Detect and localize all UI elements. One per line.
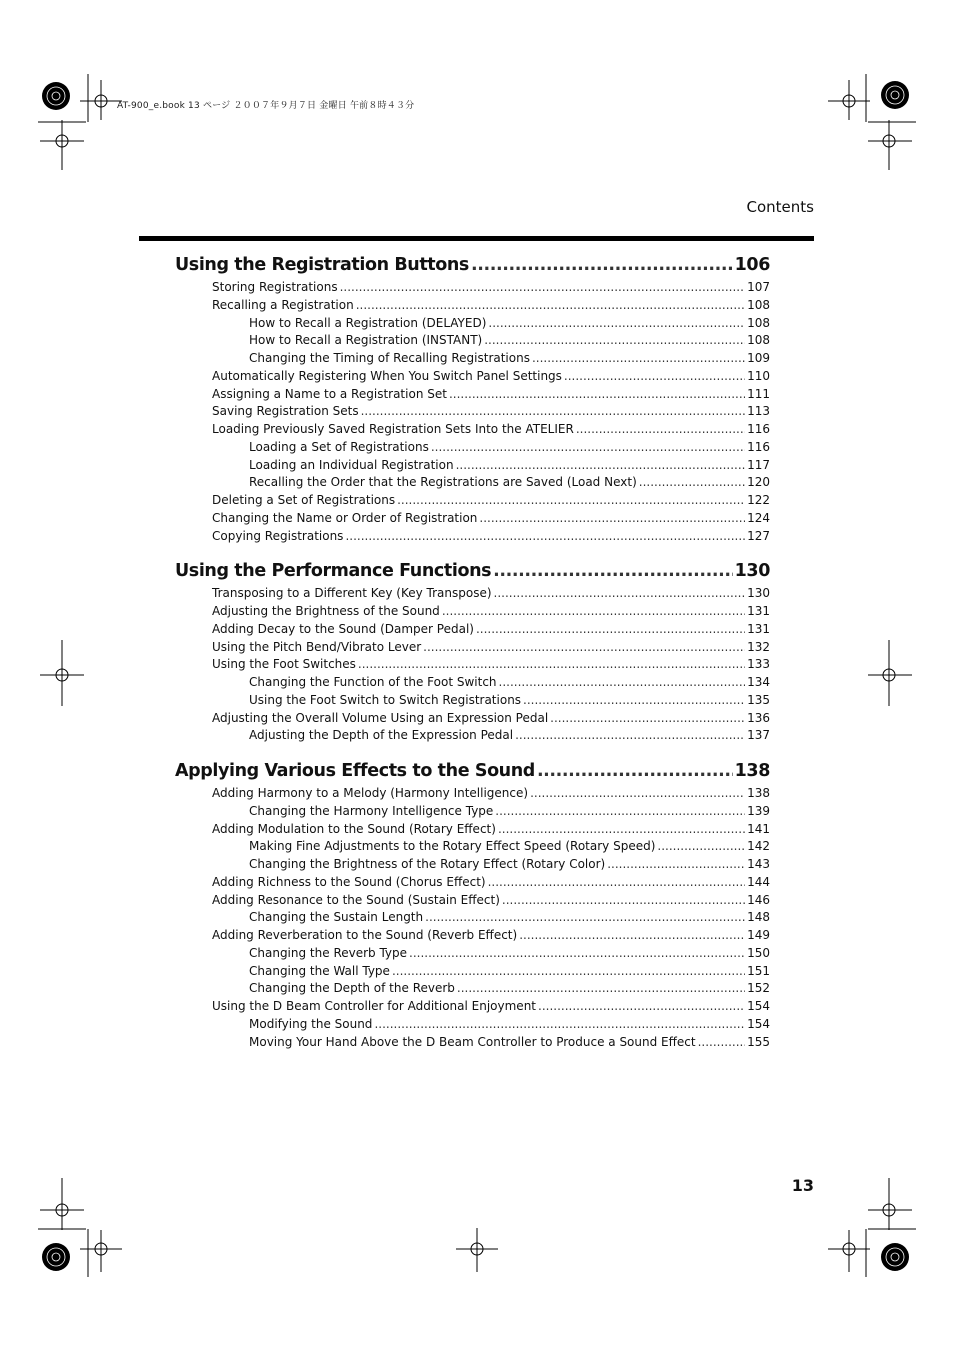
toc-entry-title: Modifying the Sound xyxy=(249,1016,373,1031)
dot-leader xyxy=(358,656,745,674)
toc-entry-page: 146 xyxy=(747,892,770,907)
toc-entry-page: 152 xyxy=(747,981,770,996)
toc-entry[interactable] xyxy=(175,528,770,546)
toc-entry-title: Changing the Timing of Recalling Registrations xyxy=(249,351,530,365)
toc-entry-page: 154 xyxy=(747,1016,770,1031)
toc-entry-title: Saving Registration Sets xyxy=(212,404,359,419)
toc-entry[interactable] xyxy=(175,909,770,927)
toc-entry-title: Changing the Wall Type xyxy=(249,963,390,978)
toc-section-title: Using the Performance Functions xyxy=(175,561,492,582)
toc-entry-page: 130 xyxy=(747,586,770,601)
toc-entry-page: 131 xyxy=(747,621,770,636)
table-of-contents xyxy=(175,251,770,1063)
toc-entry[interactable] xyxy=(175,1034,770,1052)
toc-entry-title: Adding Harmony to a Melody (Harmony Intelligence) xyxy=(212,786,529,800)
dot-leader xyxy=(639,474,745,492)
page-number: 13 xyxy=(791,1176,814,1195)
toc-entry-title: Loading a Set of Registrations xyxy=(249,439,429,454)
toc-entry[interactable] xyxy=(175,639,770,657)
toc-entry[interactable] xyxy=(175,727,770,745)
running-title: Contents xyxy=(746,198,814,216)
toc-section xyxy=(175,557,770,745)
toc-entry-title: Adjusting the Overall Volume Using an Expression Pedal xyxy=(212,710,549,725)
dot-leader xyxy=(457,980,745,998)
dot-leader xyxy=(425,909,745,927)
toc-entry[interactable] xyxy=(175,963,770,981)
toc-section-page: 106 xyxy=(734,255,770,275)
toc-entry-page: 142 xyxy=(747,839,770,854)
toc-entry[interactable] xyxy=(175,386,770,404)
toc-entry-title: Recalling a Registration xyxy=(212,297,354,312)
toc-entry[interactable] xyxy=(175,674,770,692)
toc-entry[interactable] xyxy=(175,421,770,439)
toc-entry-page: 124 xyxy=(747,510,770,525)
toc-entry-title: Using the Pitch Bend/Vibrato Lever xyxy=(212,639,422,654)
dot-leader xyxy=(479,510,745,528)
toc-entry[interactable] xyxy=(175,710,770,728)
toc-entry[interactable] xyxy=(175,892,770,910)
dot-leader xyxy=(576,421,745,439)
toc-entry-title: Changing the Brightness of the Rotary Effect (Rotary Color) xyxy=(249,857,606,871)
toc-entry-title: Changing the Name or Order of Registration xyxy=(212,510,478,525)
toc-entry-page: 154 xyxy=(747,999,770,1013)
toc-entry-title: Changing the Function of the Foot Switch xyxy=(249,675,497,689)
toc-entry[interactable] xyxy=(175,998,770,1016)
toc-entry-page: 133 xyxy=(747,657,770,672)
dot-leader xyxy=(442,603,745,621)
dot-leader xyxy=(607,856,745,874)
toc-entry[interactable] xyxy=(175,439,770,457)
dot-leader xyxy=(471,251,733,279)
dot-leader xyxy=(488,315,745,333)
toc-entry[interactable] xyxy=(175,510,770,528)
dot-leader xyxy=(392,963,745,981)
toc-entry-page: 107 xyxy=(747,280,770,294)
toc-entry-page: 141 xyxy=(747,821,770,836)
toc-entry-page: 108 xyxy=(747,297,770,312)
dot-leader xyxy=(523,692,745,710)
toc-entry-page: 111 xyxy=(747,386,770,401)
toc-section xyxy=(175,251,770,545)
toc-entry-page: 108 xyxy=(747,333,770,348)
toc-entry-page: 117 xyxy=(747,457,770,472)
dot-leader xyxy=(519,927,745,945)
toc-entry[interactable] xyxy=(175,457,770,475)
toc-entry-title: Transposing to a Different Key (Key Transpose) xyxy=(212,586,492,601)
toc-entry[interactable] xyxy=(175,332,770,350)
toc-entry[interactable] xyxy=(175,692,770,710)
toc-entry-page: 150 xyxy=(747,945,770,960)
toc-entry[interactable] xyxy=(175,927,770,945)
print-header: AT-900_e.book 13 ページ ２００７年９月７日 金曜日 午前８時４３分 xyxy=(117,101,415,111)
toc-entry[interactable] xyxy=(175,368,770,386)
toc-entry[interactable] xyxy=(175,315,770,333)
dot-leader xyxy=(397,492,745,510)
toc-entry-page: 135 xyxy=(747,692,770,707)
dot-leader xyxy=(495,803,745,821)
toc-entry-page: 149 xyxy=(747,928,770,942)
dot-leader xyxy=(345,528,745,546)
dot-leader xyxy=(532,350,745,368)
toc-entry-title: Adding Resonance to the Sound (Sustain Effect) xyxy=(212,892,500,907)
toc-entry-title: Adding Richness to the Sound (Chorus Effect) xyxy=(212,874,486,889)
dot-leader xyxy=(550,710,745,728)
toc-entry-page: 139 xyxy=(747,803,770,818)
toc-entry[interactable] xyxy=(175,803,770,821)
dot-leader xyxy=(456,457,746,475)
toc-entry-page: 151 xyxy=(747,963,770,978)
toc-entry-title: Assigning a Name to a Registration Set xyxy=(212,386,447,401)
toc-entry[interactable] xyxy=(175,785,770,803)
toc-entry[interactable] xyxy=(175,838,770,856)
toc-entry-title: Changing the Harmony Intelligence Type xyxy=(249,803,494,818)
dot-leader xyxy=(494,585,746,603)
dot-leader xyxy=(476,621,745,639)
toc-section-heading[interactable] xyxy=(175,757,770,785)
toc-entry-title: Changing the Reverb Type xyxy=(249,945,408,960)
toc-entry-title: Storing Registrations xyxy=(212,280,338,294)
toc-entry-title: How to Recall a Registration (DELAYED) xyxy=(249,315,487,330)
toc-entry-title: Adding Reverberation to the Sound (Reverb Effect) xyxy=(212,928,518,942)
toc-entry[interactable] xyxy=(175,945,770,963)
dot-leader xyxy=(530,785,745,803)
toc-entry-title: Copying Registrations xyxy=(212,528,344,543)
dot-leader xyxy=(502,892,745,910)
toc-entry-page: 122 xyxy=(747,493,770,507)
toc-entry-page: 134 xyxy=(747,675,770,689)
toc-entry[interactable] xyxy=(175,603,770,621)
toc-entry-title: How to Recall a Registration (INSTANT) xyxy=(249,333,483,348)
dot-leader xyxy=(564,368,745,386)
dot-leader xyxy=(449,386,745,404)
header-rule xyxy=(139,236,814,241)
toc-entry-page: 132 xyxy=(747,639,770,654)
toc-entry[interactable] xyxy=(175,980,770,998)
toc-entry[interactable] xyxy=(175,656,770,674)
toc-section-heading[interactable] xyxy=(175,557,770,585)
toc-entry-title: Adjusting the Brightness of the Sound xyxy=(212,604,440,618)
toc-entry-page: 108 xyxy=(747,315,770,330)
toc-entry-page: 113 xyxy=(747,404,770,419)
toc-entry[interactable] xyxy=(175,403,770,421)
toc-section xyxy=(175,757,770,1051)
toc-entry-title: Using the D Beam Controller for Additional Enjoyment xyxy=(212,999,536,1013)
toc-entry[interactable] xyxy=(175,474,770,492)
dot-leader xyxy=(698,1034,746,1052)
toc-entry-title: Adjusting the Depth of the Expression Pedal xyxy=(249,728,514,743)
dot-leader xyxy=(499,674,746,692)
toc-entry[interactable] xyxy=(175,350,770,368)
toc-entry-page: 155 xyxy=(747,1034,770,1049)
toc-entry-title: Automatically Registering When You Switch Panel Settings xyxy=(212,368,562,383)
toc-entry-title: Loading Previously Saved Registration Sets Into the ATELIER xyxy=(212,422,574,436)
dot-leader xyxy=(657,838,745,856)
toc-section-title: Applying Various Effects to the Sound xyxy=(175,761,535,781)
toc-entry-page: 138 xyxy=(747,786,770,800)
toc-entry[interactable] xyxy=(175,585,770,603)
toc-entry-page: 148 xyxy=(747,910,770,925)
dot-leader xyxy=(538,998,745,1016)
toc-entry-page: 120 xyxy=(747,475,770,490)
toc-entry[interactable] xyxy=(175,621,770,639)
toc-section-title: Using the Registration Buttons xyxy=(175,255,469,275)
dot-leader xyxy=(431,439,745,457)
toc-entry-page: 131 xyxy=(747,604,770,618)
toc-entry[interactable] xyxy=(175,297,770,315)
dot-leader xyxy=(498,821,745,839)
toc-entry[interactable] xyxy=(175,279,770,297)
dot-leader xyxy=(340,279,746,297)
toc-entry-page: 127 xyxy=(747,528,770,543)
toc-entry-page: 110 xyxy=(747,368,770,383)
toc-section-heading[interactable] xyxy=(175,251,770,279)
toc-entry-title: Changing the Depth of the Reverb xyxy=(249,981,455,996)
toc-entry-title: Deleting a Set of Registrations xyxy=(212,493,396,507)
toc-entry-title: Using the Foot Switch to Switch Registrations xyxy=(249,692,522,707)
toc-entry-title: Adding Decay to the Sound (Damper Pedal) xyxy=(212,621,474,636)
dot-leader xyxy=(537,757,733,785)
dot-leader xyxy=(484,332,745,350)
toc-entry-title: Moving Your Hand Above the D Beam Controller to Produce a Sound Effect xyxy=(249,1034,696,1049)
dot-leader xyxy=(493,557,733,585)
dot-leader xyxy=(515,727,745,745)
dot-leader xyxy=(488,874,746,892)
toc-entry-title: Loading an Individual Registration xyxy=(249,457,454,472)
toc-entry-page: 143 xyxy=(747,857,770,871)
toc-entry-page: 109 xyxy=(747,351,770,365)
toc-entry-title: Using the Foot Switches xyxy=(212,657,356,672)
toc-entry-page: 137 xyxy=(747,728,770,743)
toc-entry-page: 136 xyxy=(747,710,770,725)
toc-section-page: 130 xyxy=(734,561,770,582)
toc-entry-title: Changing the Sustain Length xyxy=(249,910,424,925)
toc-entry[interactable] xyxy=(175,874,770,892)
toc-entry[interactable] xyxy=(175,1016,770,1034)
toc-entry-page: 144 xyxy=(747,874,770,889)
dot-leader xyxy=(409,945,745,963)
dot-leader xyxy=(374,1016,745,1034)
toc-entry-page: 116 xyxy=(747,422,770,436)
toc-entry[interactable] xyxy=(175,821,770,839)
toc-entry[interactable] xyxy=(175,856,770,874)
dot-leader xyxy=(361,403,746,421)
toc-entry-title: Recalling the Order that the Registrations are Saved (Load Next) xyxy=(249,475,637,490)
toc-entry[interactable] xyxy=(175,492,770,510)
dot-leader xyxy=(423,639,745,657)
toc-section-page: 138 xyxy=(734,761,770,781)
toc-entry-page: 116 xyxy=(747,439,770,454)
dot-leader xyxy=(356,297,745,315)
toc-entry-title: Making Fine Adjustments to the Rotary Effect Speed (Rotary Speed) xyxy=(249,839,656,854)
toc-entry-title: Adding Modulation to the Sound (Rotary Effect) xyxy=(212,821,496,836)
